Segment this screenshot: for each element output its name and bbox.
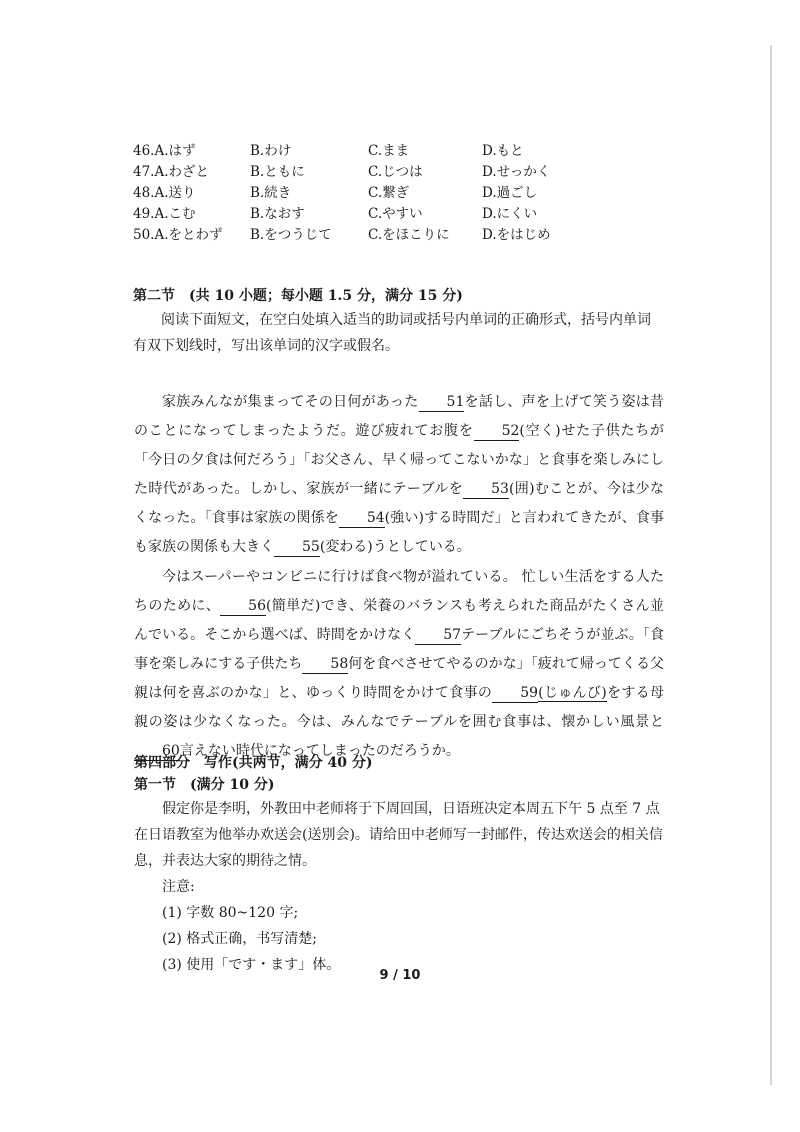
hint-59: (じゅんび) [538,685,607,701]
passage-text: うとしている。 [372,539,471,555]
option-d: D.過ごし [482,185,538,201]
option-a: 49.A.こむ [133,206,196,222]
part-4-section-1-heading: 第一节 (满分 10 分) [134,777,275,793]
passage-text: を話し、声を上げて笑う姿は昔のことになってしまったようだ。遊び疲れてお腹を [134,394,665,439]
part-4-heading: 第四部分 写作(共两节，满分 40 分) [134,755,373,771]
passage-paragraph-2 [134,563,664,766]
option-b: B.続き [250,185,292,201]
option-c: C.やすい [368,206,423,222]
passage-text: せた子供たちが「今日の夕食は何だろう」「お父さん、早く帰ってこないかな」と食事を楽しみにした時代があった。しかし、家族が一緒にテーブルを [134,423,664,497]
option-a: 50.A.をとわず [133,227,223,243]
section-2-instruction: 阅读下面短文，在空白处填入适当的助词或括号内单词的正确形式，括号内单词有双下划线时，写出该单词的汉字或假名。 [133,312,651,354]
option-b: B.わけ [250,143,292,159]
blank-54: 54 [339,510,385,528]
passage-text: テーブルにごちそうが並ぶ。「食事を楽しみにする子供たち [134,627,664,672]
option-b: B.ともに [250,164,305,180]
hint-53: (囲) [508,481,535,497]
passage-text: 今はスーパーやコンビニに行けば食べ物が溢れている。 忙しい生活をする人たちのために、 [134,569,664,614]
note-item: (3) 使用「です・ます」体。 [162,957,341,973]
passage-text: でき、栄養のバランスも考えられた商品がたくさん並んでいる。そこから選べば、時間をかけなく [134,598,664,643]
writing-prompt: 假定你是李明，外教田中老师将于下周回国，日语班决定本周五下午 5 点至 7 点在日语教室为他举办欢送会(送別会)。请给田中老师写一封邮件，传达欢送会的相关信息，并表达大家的期待之情。 [134,801,663,869]
blank-56: 56 [220,598,266,616]
hint-55: (変わる) [319,539,373,555]
option-c: C.繋ぎ [368,185,410,201]
option-d: D.せっかく [482,164,551,180]
blank-58: 58 [302,656,348,674]
notes-label: 注意: [162,879,195,895]
option-c: C.まま [368,143,410,159]
option-d: D.をはじめ [482,227,551,243]
option-d: D.にくい [482,206,538,222]
hint-52: (空く) [519,423,561,439]
hint-56: (簡単だ) [265,598,321,614]
blank-55: 55 [274,539,320,557]
blank-53: 53 [463,481,509,499]
option-c: C.をほこりに [368,227,450,243]
section-2-heading: 第二节 (共 10 小题；每小题 1.5 分，满分 15 分) [133,288,463,304]
option-d: D.もと [482,143,524,159]
passage-text: むことが、今は少なくなった。「食事は家族の関係を [134,481,664,526]
note-item: (1) 字数 80~120 字; [162,905,299,921]
passage-text: をする母親の姿は少なくなった。今は、みんなでテーブルを囲む食事は、懐かしい風景と [134,685,665,730]
passage-text: 家族みんなが集まってその日何があった [162,394,419,410]
page-number: 9 / 10 [379,968,421,983]
option-c: C.じつは [368,164,423,180]
blank-60: 60 [134,743,180,761]
section-2 [133,285,663,359]
passage-text: 何を食べさせてやるのかな」「疲れて帰ってくる父親は何を喜ぶのかな」と、ゆっくり時間をかけて食事の [134,656,665,701]
scan-edge-line [770,45,772,1085]
option-a: 46.A.はず [133,143,196,159]
blank-51: 51 [419,394,465,412]
blank-59: 59 [492,685,538,703]
option-b: B.をつうじて [250,227,332,243]
blank-57: 57 [415,627,461,645]
passage-paragraph-1 [134,388,664,562]
blank-52: 52 [474,423,520,441]
hint-54: (強い) [384,510,424,526]
option-b: B.なおす [250,206,305,222]
note-item: (2) 格式正确，书写清楚; [162,931,317,947]
passage-text: 言えない時代になってしまったのだろうか。 [179,743,460,759]
passage-text: する時間だ」と言われてきたが、食事も家族の関係も大きく [134,510,665,555]
option-a: 47.A.わざと [133,164,210,180]
option-a: 48.A.送り [133,185,196,201]
part-4-writing [134,752,664,978]
